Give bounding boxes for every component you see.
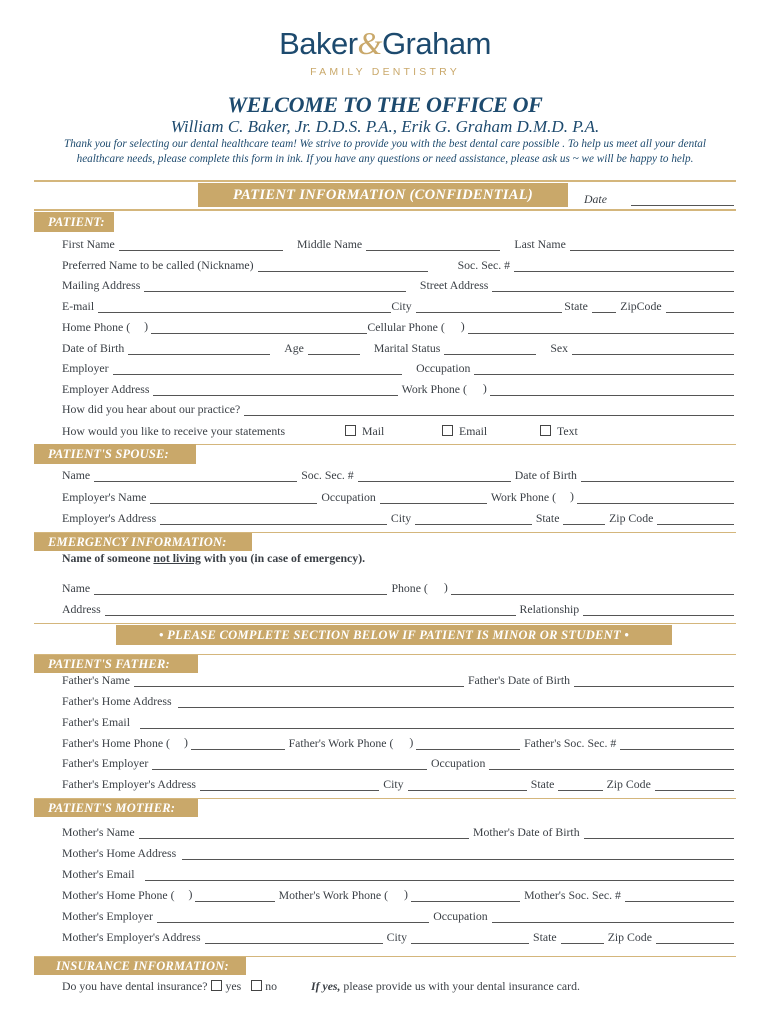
paren: ) xyxy=(144,319,149,333)
paren: ) xyxy=(570,489,574,503)
father-work-phone-input[interactable] xyxy=(416,737,520,750)
ssn-input[interactable] xyxy=(514,259,734,272)
father-employer-address-label: Father's Employer's Address xyxy=(62,777,196,791)
father-occupation-input[interactable] xyxy=(489,757,734,770)
sex-input[interactable] xyxy=(572,342,734,355)
mother-employer-input[interactable] xyxy=(157,910,429,923)
cell-phone-label: Cellular Phone ( xyxy=(367,320,445,334)
spouse-name-label: Name xyxy=(62,468,91,482)
insurance-section-title: INSURANCE INFORMATION: xyxy=(34,957,246,975)
dob-row xyxy=(62,337,738,355)
paren: ) xyxy=(443,580,448,594)
referral-row xyxy=(62,398,738,416)
spouse-employer-row xyxy=(62,486,738,504)
spouse-dob-input[interactable] xyxy=(581,469,734,482)
father-email-row xyxy=(62,711,738,729)
last-name-label: Last Name xyxy=(514,237,566,251)
spouse-state-label: State xyxy=(535,511,560,525)
mother-name-label: Mother's Name xyxy=(62,825,135,839)
patient-name-row xyxy=(62,233,738,251)
practice-logo xyxy=(0,24,770,78)
spouse-address-row xyxy=(62,507,738,525)
spouse-work-phone-input[interactable] xyxy=(577,491,734,504)
father-employer-input[interactable] xyxy=(152,757,427,770)
mother-email-label: Mother's Email xyxy=(62,867,135,881)
spouse-name-input[interactable] xyxy=(94,469,297,482)
spouse-zip-label: Zip Code xyxy=(609,511,654,525)
mother-home-phone-input[interactable] xyxy=(195,889,274,902)
insurance-row xyxy=(62,975,738,993)
father-home-phone-label: Father's Home Phone ( xyxy=(62,736,170,750)
page-title: WELCOME TO THE OFFICE OF xyxy=(227,92,543,117)
paren: ) xyxy=(482,381,487,395)
mother-home-phone-label: Mother's Home Phone ( xyxy=(62,888,175,902)
mother-ssn-input[interactable] xyxy=(625,889,734,902)
emergency-address-row xyxy=(62,598,738,616)
dob-input[interactable] xyxy=(128,342,270,355)
mother-occupation-input[interactable] xyxy=(492,910,734,923)
mother-ssn-label: Mother's Soc. Sec. # xyxy=(524,888,621,902)
paren: ) xyxy=(404,887,408,901)
employer-address-label: Employer Address xyxy=(62,382,150,396)
father-home-address-input[interactable] xyxy=(178,695,734,708)
spouse-ssn-label: Soc. Sec. # xyxy=(301,468,354,482)
intro-text: Thank you for selecting our dental healthcare team! We strive to provide you with the best dental care possible . To help us meet all your dental healthcare needs, please complete this form in ink. If you have any questions or need assistance, please ask us ~ we will be happy to help. xyxy=(63,138,707,165)
father-state-input[interactable] xyxy=(558,778,602,791)
mother-email-input[interactable] xyxy=(145,868,734,881)
father-state-label: State xyxy=(530,777,555,791)
date-field-row xyxy=(584,188,738,206)
statements-row xyxy=(62,420,738,438)
spouse-ssn-input[interactable] xyxy=(358,469,511,482)
work-phone-label: Work Phone ( xyxy=(401,382,467,396)
mother-home-address-input[interactable] xyxy=(182,847,734,860)
first-name-label: First Name xyxy=(62,237,115,251)
father-home-phone-input[interactable] xyxy=(191,737,285,750)
checkbox[interactable] xyxy=(540,425,551,436)
father-dob-label: Father's Date of Birth xyxy=(467,673,571,687)
divider xyxy=(34,180,736,182)
relationship-input[interactable] xyxy=(583,603,734,616)
mailing-row xyxy=(62,274,738,292)
spouse-occupation-input[interactable] xyxy=(380,491,487,504)
mailing-label: Mailing Address xyxy=(62,278,141,292)
mother-section-title: PATIENT'S MOTHER: xyxy=(34,799,198,817)
father-home-address-row xyxy=(62,690,738,708)
emergency-address-input[interactable] xyxy=(105,603,516,616)
father-zip-input[interactable] xyxy=(655,778,734,791)
mother-employer-address-input[interactable] xyxy=(205,931,383,944)
mother-state-input[interactable] xyxy=(561,931,604,944)
father-employer-row xyxy=(62,752,738,770)
spouse-city-input[interactable] xyxy=(415,512,532,525)
father-phone-row xyxy=(62,732,738,750)
mother-state-label: State xyxy=(533,930,557,944)
father-email-label: Father's Email xyxy=(62,715,130,729)
city-input[interactable] xyxy=(416,300,563,313)
father-dob-input[interactable] xyxy=(574,674,734,687)
spouse-section-title: PATIENT'S SPOUSE: xyxy=(34,444,196,464)
father-name-row xyxy=(62,669,738,687)
employer-input[interactable] xyxy=(113,362,403,375)
ssn-label: Soc. Sec. # xyxy=(457,258,511,272)
email-input[interactable] xyxy=(98,300,391,313)
mother-name-input[interactable] xyxy=(139,826,469,839)
insurance-no-option[interactable]: no xyxy=(245,979,281,993)
mother-zip-input[interactable] xyxy=(656,931,734,944)
age-input[interactable] xyxy=(308,342,360,355)
father-occupation-label: Occupation xyxy=(430,756,486,770)
father-home-address-label: Father's Home Address xyxy=(62,694,172,708)
mother-home-address-row xyxy=(62,842,738,860)
occupation-label: Occupation xyxy=(416,361,471,375)
spouse-address-input[interactable] xyxy=(160,512,387,525)
insurance-yes-option[interactable]: yes xyxy=(211,979,245,993)
mother-zip-label: Zip Code xyxy=(607,930,652,944)
spouse-work-phone-label: Work Phone ( xyxy=(490,490,557,504)
option-text[interactable]: Text xyxy=(540,424,582,438)
age-label: Age xyxy=(284,341,304,355)
paren: ) xyxy=(183,735,188,749)
father-ssn-label: Father's Soc. Sec. # xyxy=(524,736,617,750)
father-name-input[interactable] xyxy=(134,674,464,687)
patient-section-title: PATIENT: xyxy=(34,212,114,232)
emergency-section-title: EMERGENCY INFORMATION: xyxy=(34,533,252,551)
mother-employer-address-label: Mother's Employer's Address xyxy=(62,930,201,944)
checkbox[interactable] xyxy=(345,425,356,436)
spouse-employer-label: Employer's Name xyxy=(62,490,147,504)
spouse-dob-label: Date of Birth xyxy=(514,468,577,482)
paren: ) xyxy=(188,887,193,901)
mother-name-row xyxy=(62,821,738,839)
employer-address-input[interactable] xyxy=(153,383,397,396)
state-input[interactable] xyxy=(592,300,616,313)
father-email-input[interactable] xyxy=(140,716,734,729)
spouse-name-row xyxy=(62,464,738,482)
city-label: City xyxy=(391,299,412,313)
dob-label: Date of Birth xyxy=(62,341,125,355)
employer-row xyxy=(62,357,738,375)
mother-work-phone-input[interactable] xyxy=(411,889,520,902)
relationship-label: Relationship xyxy=(519,602,580,616)
mother-work-phone-label: Mother's Work Phone ( xyxy=(278,888,389,902)
spouse-state-input[interactable] xyxy=(563,512,605,525)
mother-employer-row xyxy=(62,905,738,923)
marital-input[interactable] xyxy=(444,342,536,355)
divider xyxy=(34,623,736,624)
spouse-city-label: City xyxy=(390,511,412,525)
mother-city-label: City xyxy=(386,930,407,944)
street-label: Street Address xyxy=(419,278,489,292)
checkbox[interactable] xyxy=(442,425,453,436)
father-employer-address-row xyxy=(62,773,738,791)
middle-name-label: Middle Name xyxy=(296,237,363,251)
emergency-phone-input[interactable] xyxy=(451,582,734,595)
nickname-label: Preferred Name to be called (Nickname) xyxy=(62,258,254,272)
mother-email-row xyxy=(62,863,738,881)
middle-name-input[interactable] xyxy=(366,238,500,251)
emergency-address-label: Address xyxy=(62,602,101,616)
last-name-input[interactable] xyxy=(570,238,734,251)
spouse-address-label: Employer's Address xyxy=(62,511,157,525)
email-label: E-mail xyxy=(62,299,95,313)
paren: ) xyxy=(460,319,465,333)
father-zip-label: Zip Code xyxy=(606,777,651,791)
spouse-employer-input[interactable] xyxy=(150,491,317,504)
referral-label: How did you hear about our practice? xyxy=(62,402,241,416)
date-input[interactable] xyxy=(631,193,734,206)
emergency-name-label: Name xyxy=(62,581,91,595)
spouse-zip-input[interactable] xyxy=(657,512,734,525)
emergency-name-input[interactable] xyxy=(94,582,387,595)
zip-input[interactable] xyxy=(666,300,734,313)
occupation-input[interactable] xyxy=(474,362,734,375)
cell-phone-input[interactable] xyxy=(468,321,734,334)
checkbox[interactable] xyxy=(211,980,222,991)
sex-label: Sex xyxy=(550,341,569,355)
father-ssn-input[interactable] xyxy=(620,737,734,750)
minor-student-band: • PLEASE COMPLETE SECTION BELOW IF PATIENT IS MINOR OR STUDENT • xyxy=(116,625,672,645)
phone-row xyxy=(62,316,738,334)
email-row xyxy=(62,295,738,313)
home-phone-input[interactable] xyxy=(151,321,367,334)
father-employer-address-input[interactable] xyxy=(200,778,379,791)
emergency-phone-label: Phone ( xyxy=(391,581,428,595)
mother-dob-label: Mother's Date of Birth xyxy=(472,825,580,839)
mother-employer-label: Mother's Employer xyxy=(62,909,153,923)
option-mail[interactable]: Mail xyxy=(345,424,442,438)
emergency-name-row xyxy=(62,577,738,595)
father-section-title: PATIENT'S FATHER: xyxy=(34,655,198,673)
insurance-question: Do you have dental insurance? xyxy=(62,979,208,993)
paren: ) xyxy=(409,735,414,749)
work-phone-input[interactable] xyxy=(490,383,734,396)
mother-phone-row xyxy=(62,884,738,902)
zip-label: ZipCode xyxy=(620,299,662,313)
statements-label: How would you like to receive your statements xyxy=(62,424,286,438)
option-email[interactable]: Email xyxy=(442,424,540,438)
mother-home-address-label: Mother's Home Address xyxy=(62,846,177,860)
referral-input[interactable] xyxy=(244,403,734,416)
page-subtitle: William C. Baker, Jr. D.D.S. P.A., Erik G. Graham D.M.D. P.A. xyxy=(170,117,600,136)
checkbox[interactable] xyxy=(251,980,262,991)
nickname-input[interactable] xyxy=(258,259,428,272)
insurance-note: If yes, please provide us with your dental insurance card. xyxy=(310,979,580,993)
marital-label: Marital Status xyxy=(373,341,441,355)
father-name-label: Father's Name xyxy=(62,673,130,687)
home-phone-label: Home Phone ( xyxy=(62,320,131,334)
father-city-input[interactable] xyxy=(408,778,527,791)
mother-employer-address-row xyxy=(62,926,738,944)
logo-wordmark: Baker&Graham xyxy=(279,25,491,61)
father-work-phone-label: Father's Work Phone ( xyxy=(288,736,394,750)
mother-dob-input[interactable] xyxy=(584,826,734,839)
divider xyxy=(34,209,736,211)
mailing-input[interactable] xyxy=(144,279,406,292)
street-input[interactable] xyxy=(492,279,734,292)
mother-occupation-label: Occupation xyxy=(433,909,488,923)
employer-address-row xyxy=(62,378,738,396)
father-employer-label: Father's Employer xyxy=(62,756,149,770)
nickname-row xyxy=(62,254,738,272)
employer-label: Employer xyxy=(62,361,109,375)
date-label: Date xyxy=(584,192,607,206)
state-label: State xyxy=(564,299,588,313)
first-name-input[interactable] xyxy=(119,238,283,251)
patient-info-band: PATIENT INFORMATION (CONFIDENTIAL) xyxy=(198,183,568,207)
emergency-note: Name of someone not living with you (in case of emergency). xyxy=(62,551,366,565)
mother-city-input[interactable] xyxy=(411,931,529,944)
spouse-occupation-label: Occupation xyxy=(321,490,376,504)
logo-tagline: FAMILY DENTISTRY xyxy=(310,66,460,78)
father-city-label: City xyxy=(383,777,404,791)
